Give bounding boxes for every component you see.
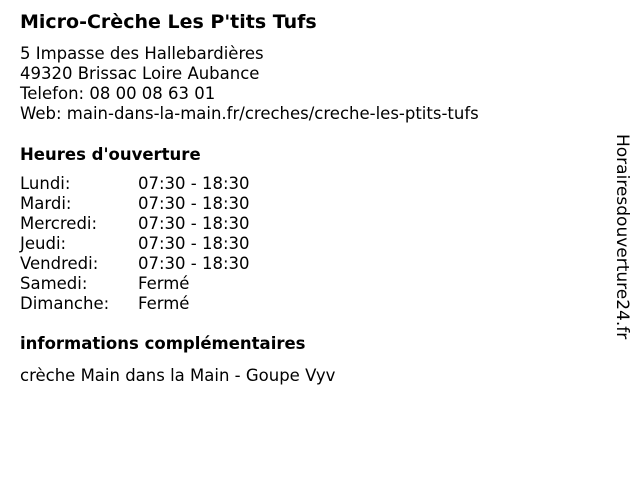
day-label: Lundi: — [20, 174, 71, 193]
address-street: 5 Impasse des Hallebardières — [20, 44, 264, 63]
website-link: Web: main-dans-la-main.fr/creches/creche-les-ptits-tufs — [20, 104, 479, 123]
day-label: Mardi: — [20, 194, 72, 213]
time-value: 07:30 - 18:30 — [138, 174, 250, 193]
day-label: Dimanche: — [20, 294, 110, 313]
day-label: Vendredi: — [20, 254, 99, 273]
site-watermark: Horairesdouverture24.fr — [612, 134, 632, 340]
address-city: 49320 Brissac Loire Aubance — [20, 64, 260, 83]
day-label: Samedi: — [20, 274, 88, 293]
hours-heading: Heures d'ouverture — [20, 145, 201, 164]
time-value: 07:30 - 18:30 — [138, 254, 250, 273]
time-value: Fermé — [138, 274, 190, 293]
time-value: 07:30 - 18:30 — [138, 214, 250, 233]
time-value: Fermé — [138, 294, 190, 313]
day-label: Mercredi: — [20, 214, 98, 233]
time-value: 07:30 - 18:30 — [138, 234, 250, 253]
time-value: 07:30 - 18:30 — [138, 194, 250, 213]
business-name: Micro-Crèche Les P'tits Tufs — [20, 11, 317, 33]
address-block — [20, 44, 479, 124]
extra-info-text: crèche Main dans la Main - Goupe Vyv — [20, 366, 336, 385]
phone-number: Telefon: 08 00 08 63 01 — [20, 84, 216, 103]
extra-info-heading: informations complémentaires — [20, 334, 306, 353]
day-label: Jeudi: — [20, 234, 67, 253]
